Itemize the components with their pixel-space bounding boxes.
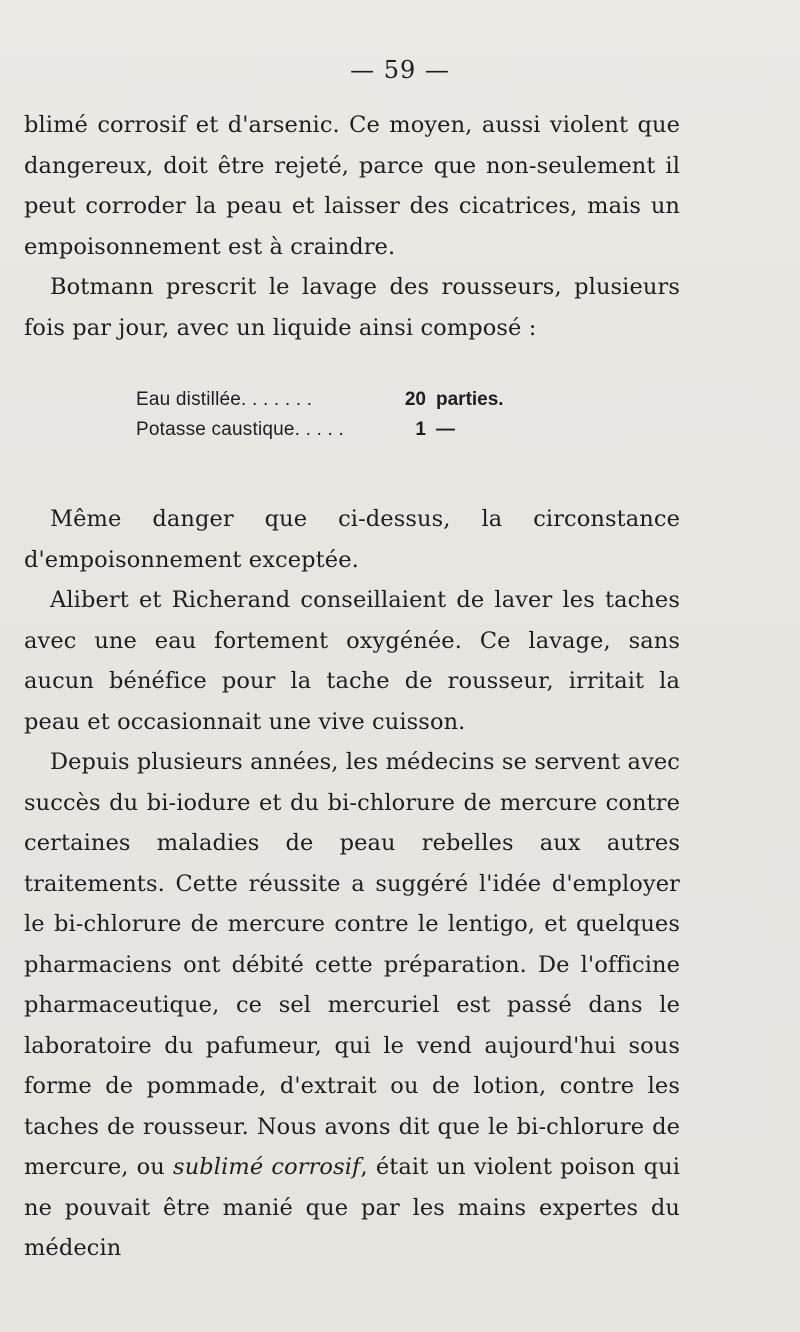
recipe-ingredient: Potasse caustique. . . . . <box>136 419 344 440</box>
paragraph-alibert: Alibert et Richerand conseillaient de laver les taches avec une eau fortement oxygénée. Ce lavage, sans aucun bénéfice pour la tache de rousseur, irritait la peau et occasionnait une vive cuisson. <box>24 587 680 735</box>
recipe-ingredient: Eau distillée. . . . . . . <box>136 389 313 410</box>
page-number: — 59 — <box>350 56 450 84</box>
paragraph-mercure-italic: sublimé corrosif <box>173 1154 361 1180</box>
text-block-top <box>24 105 680 348</box>
recipe-row <box>136 415 596 445</box>
text-block-bottom <box>24 499 680 1269</box>
paragraph-mercure-text-end: , était un violent poison qui ne pouvait être manié que par les mains expertes du médecin <box>24 1154 681 1261</box>
paragraph-continuation: blimé corrosif et d'arsenic. Ce moyen, aussi violent que dangereux, doit être rejeté, parce que non-seulement il peut corroder la peau et laisser des cicatrices, mais un empoisonnement est à craindre. <box>24 112 680 260</box>
recipe-unit: parties. <box>436 389 504 410</box>
paragraph-danger: Même danger que ci-dessus, la circonstance d'empoisonnement exceptée. <box>24 506 680 573</box>
paragraph-mercure <box>24 742 680 1269</box>
recipe-row <box>136 385 596 415</box>
recipe-unit: — <box>436 419 455 440</box>
recipe-quantity: 20 <box>404 389 426 410</box>
paragraph-mercure-text: Depuis plusieurs années, les médecins se servent avec succès du bi-iodure et du bi-chlorure de mercure contre certaines maladies de peau rebelles aux autres traitements. Cette réussite a suggéré l'idée d'employer le bi-chlorure de mercure contre le lentigo, et quelques pharmaciens ont débité cette préparation. De l'officine pharmaceutique, ce sel mercuriel est passé dans le laboratoire du pafumeur, qui le vend aujourd'hui sous forme de pommade, d'extrait ou de lotion, contre les taches de rousseur. Nous avons dit que le bi-chlorure de mercure, ou <box>24 749 680 1180</box>
paragraph-botmann: Botmann prescrit le lavage des rousseurs, plusieurs fois par jour, avec un liquide ainsi composé : <box>24 274 680 341</box>
recipe-quantity: 1 <box>415 419 426 440</box>
recipe-table <box>136 385 596 445</box>
